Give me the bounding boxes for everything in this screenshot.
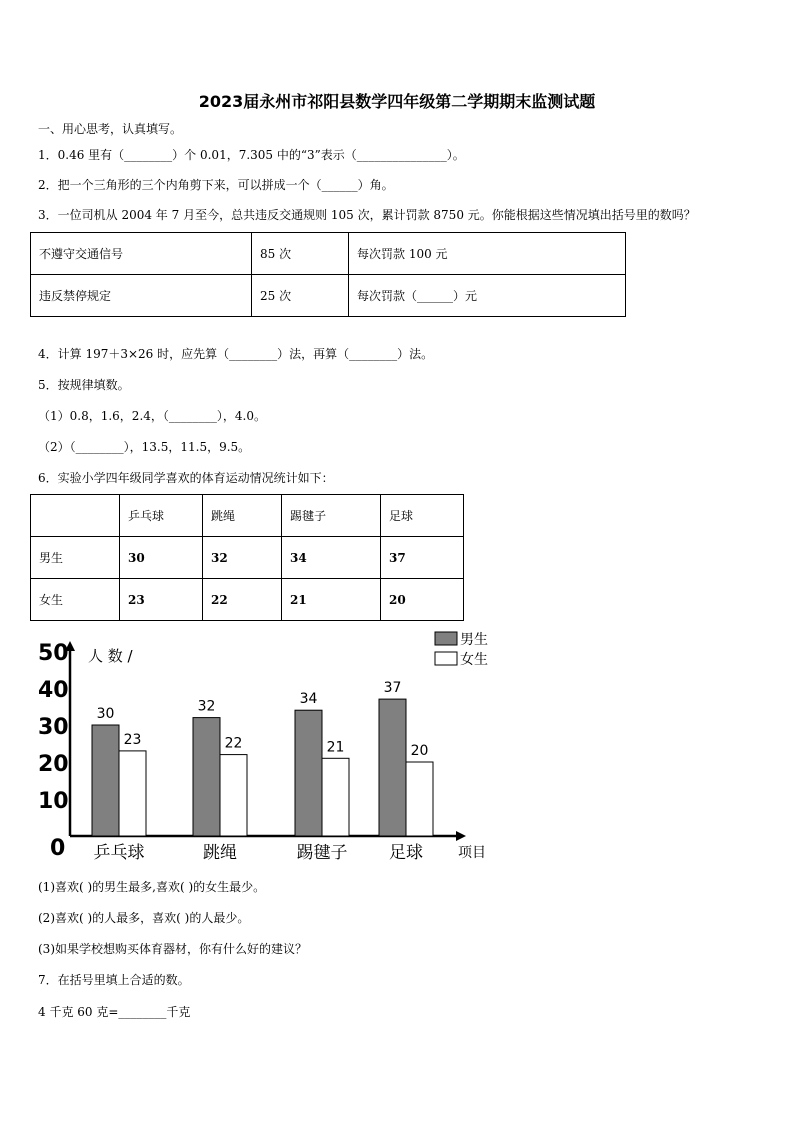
table-cell: 25 次 — [252, 275, 349, 317]
bar-girls — [119, 751, 146, 836]
table-cell: 违反禁停规定 — [31, 275, 252, 317]
question-6: 6．实验小学四年级同学喜欢的体育运动情况统计如下： — [38, 471, 334, 485]
y-tick-label: 30 — [38, 715, 69, 740]
data-label: 23 — [123, 731, 142, 748]
x-axis-arrow — [456, 831, 466, 841]
data-label: 22 — [224, 735, 243, 752]
data-label: 34 — [299, 691, 318, 708]
table-header-cell: 足球 — [381, 495, 464, 537]
sports-table — [30, 494, 464, 621]
y-tick-label: 10 — [38, 789, 69, 814]
table-row — [31, 579, 464, 621]
bar-girls — [322, 758, 349, 836]
bar-boys — [92, 725, 119, 836]
table-cell: 20 — [381, 579, 464, 621]
table-cell: 22 — [203, 579, 282, 621]
bar-boys — [379, 699, 406, 836]
table-row — [31, 537, 464, 579]
data-label: 30 — [96, 706, 115, 722]
x-tick-label: 足球 — [389, 843, 423, 863]
table-header-cell: 乒乓球 — [120, 495, 203, 537]
legend-label: 女生 — [460, 652, 488, 668]
x-axis-label: 项目 — [458, 845, 486, 861]
bar-boys — [295, 710, 322, 836]
table-cell: 每次罚款（______）元 — [349, 275, 626, 317]
table-cell: 不遵守交通信号 — [31, 233, 252, 275]
table-row — [31, 233, 626, 275]
question-5-part-2: （2）（________），13.5，11.5，9.5。 — [38, 440, 251, 454]
sports-bar-chart — [28, 625, 498, 870]
y-tick-label: 20 — [38, 752, 69, 777]
table-cell: 男生 — [31, 537, 120, 579]
question-6-part-3: (3)如果学校想购买体育器材，你有什么好的建议？ — [38, 942, 307, 956]
page-title: 2023届永州市祁阳县数学四年级第二学期期末监测试题 — [198, 92, 596, 111]
data-label: 32 — [197, 698, 216, 715]
question-7: 7．在括号里填上合适的数。 — [38, 973, 190, 987]
y-tick-label: 40 — [38, 678, 69, 703]
legend-swatch — [435, 632, 457, 645]
table-cell: 37 — [381, 537, 464, 579]
table-cell: 23 — [120, 579, 203, 621]
question-5-part-1: （1）0.8，1.6，2.4，（________），4.0。 — [38, 409, 266, 423]
question-6-part-2: (2)喜欢( )的人最多，喜欢( )的人最少。 — [38, 911, 250, 925]
question-6-part-1: (1)喜欢( )的男生最多,喜欢( )的女生最少。 — [38, 880, 266, 894]
x-tick-label: 乒乓球 — [93, 843, 145, 863]
table-header-cell: 跳绳 — [203, 495, 282, 537]
data-label: 20 — [410, 743, 429, 759]
question-2: 2．把一个三角形的三个内角剪下来，可以拼成一个（______）角。 — [38, 178, 394, 192]
table-cell: 85 次 — [252, 233, 349, 275]
bar-girls — [406, 762, 433, 836]
data-label: 37 — [383, 680, 402, 697]
question-1: 1．0.46 里有（________）个 0.01，7.305 中的“3”表示（_______________）。 — [38, 148, 465, 162]
table-header-row — [31, 495, 464, 537]
y-tick-label: 0 — [50, 836, 66, 861]
section-heading: 一、用心思考，认真填写。 — [38, 122, 183, 136]
x-tick-label: 踢毽子 — [296, 843, 348, 863]
question-4: 4．计算 197＋3×26 时，应先算（________）法，再算（________）法。 — [38, 347, 434, 361]
question-5: 5．按规律填数。 — [38, 378, 130, 392]
table-cell: 21 — [282, 579, 381, 621]
table-cell: 30 — [120, 537, 203, 579]
table-cell: 34 — [282, 537, 381, 579]
legend-label: 男生 — [460, 632, 488, 648]
legend-swatch — [435, 652, 457, 665]
table-cell: 女生 — [31, 579, 120, 621]
y-tick-label: 50 — [38, 641, 69, 666]
table-header-cell: 踢毽子 — [282, 495, 381, 537]
question-7-part-1: 4 千克 60 克=________千克 — [38, 1005, 191, 1019]
bar-girls — [220, 755, 247, 836]
question-3: 3．一位司机从 2004 年 7 月至今，总共违反交通规则 105 次，累计罚款 8750 元。你能根据这些情况填出括号里的数吗？ — [38, 208, 696, 222]
fines-table — [30, 232, 626, 317]
y-axis-label: 人 数 / — [88, 647, 133, 665]
x-tick-label: 跳绳 — [203, 843, 237, 863]
table-row — [31, 275, 626, 317]
table-header-cell — [31, 495, 120, 537]
table-cell: 32 — [203, 537, 282, 579]
data-label: 21 — [326, 739, 345, 756]
table-cell: 每次罚款 100 元 — [349, 233, 626, 275]
bar-boys — [193, 718, 220, 836]
